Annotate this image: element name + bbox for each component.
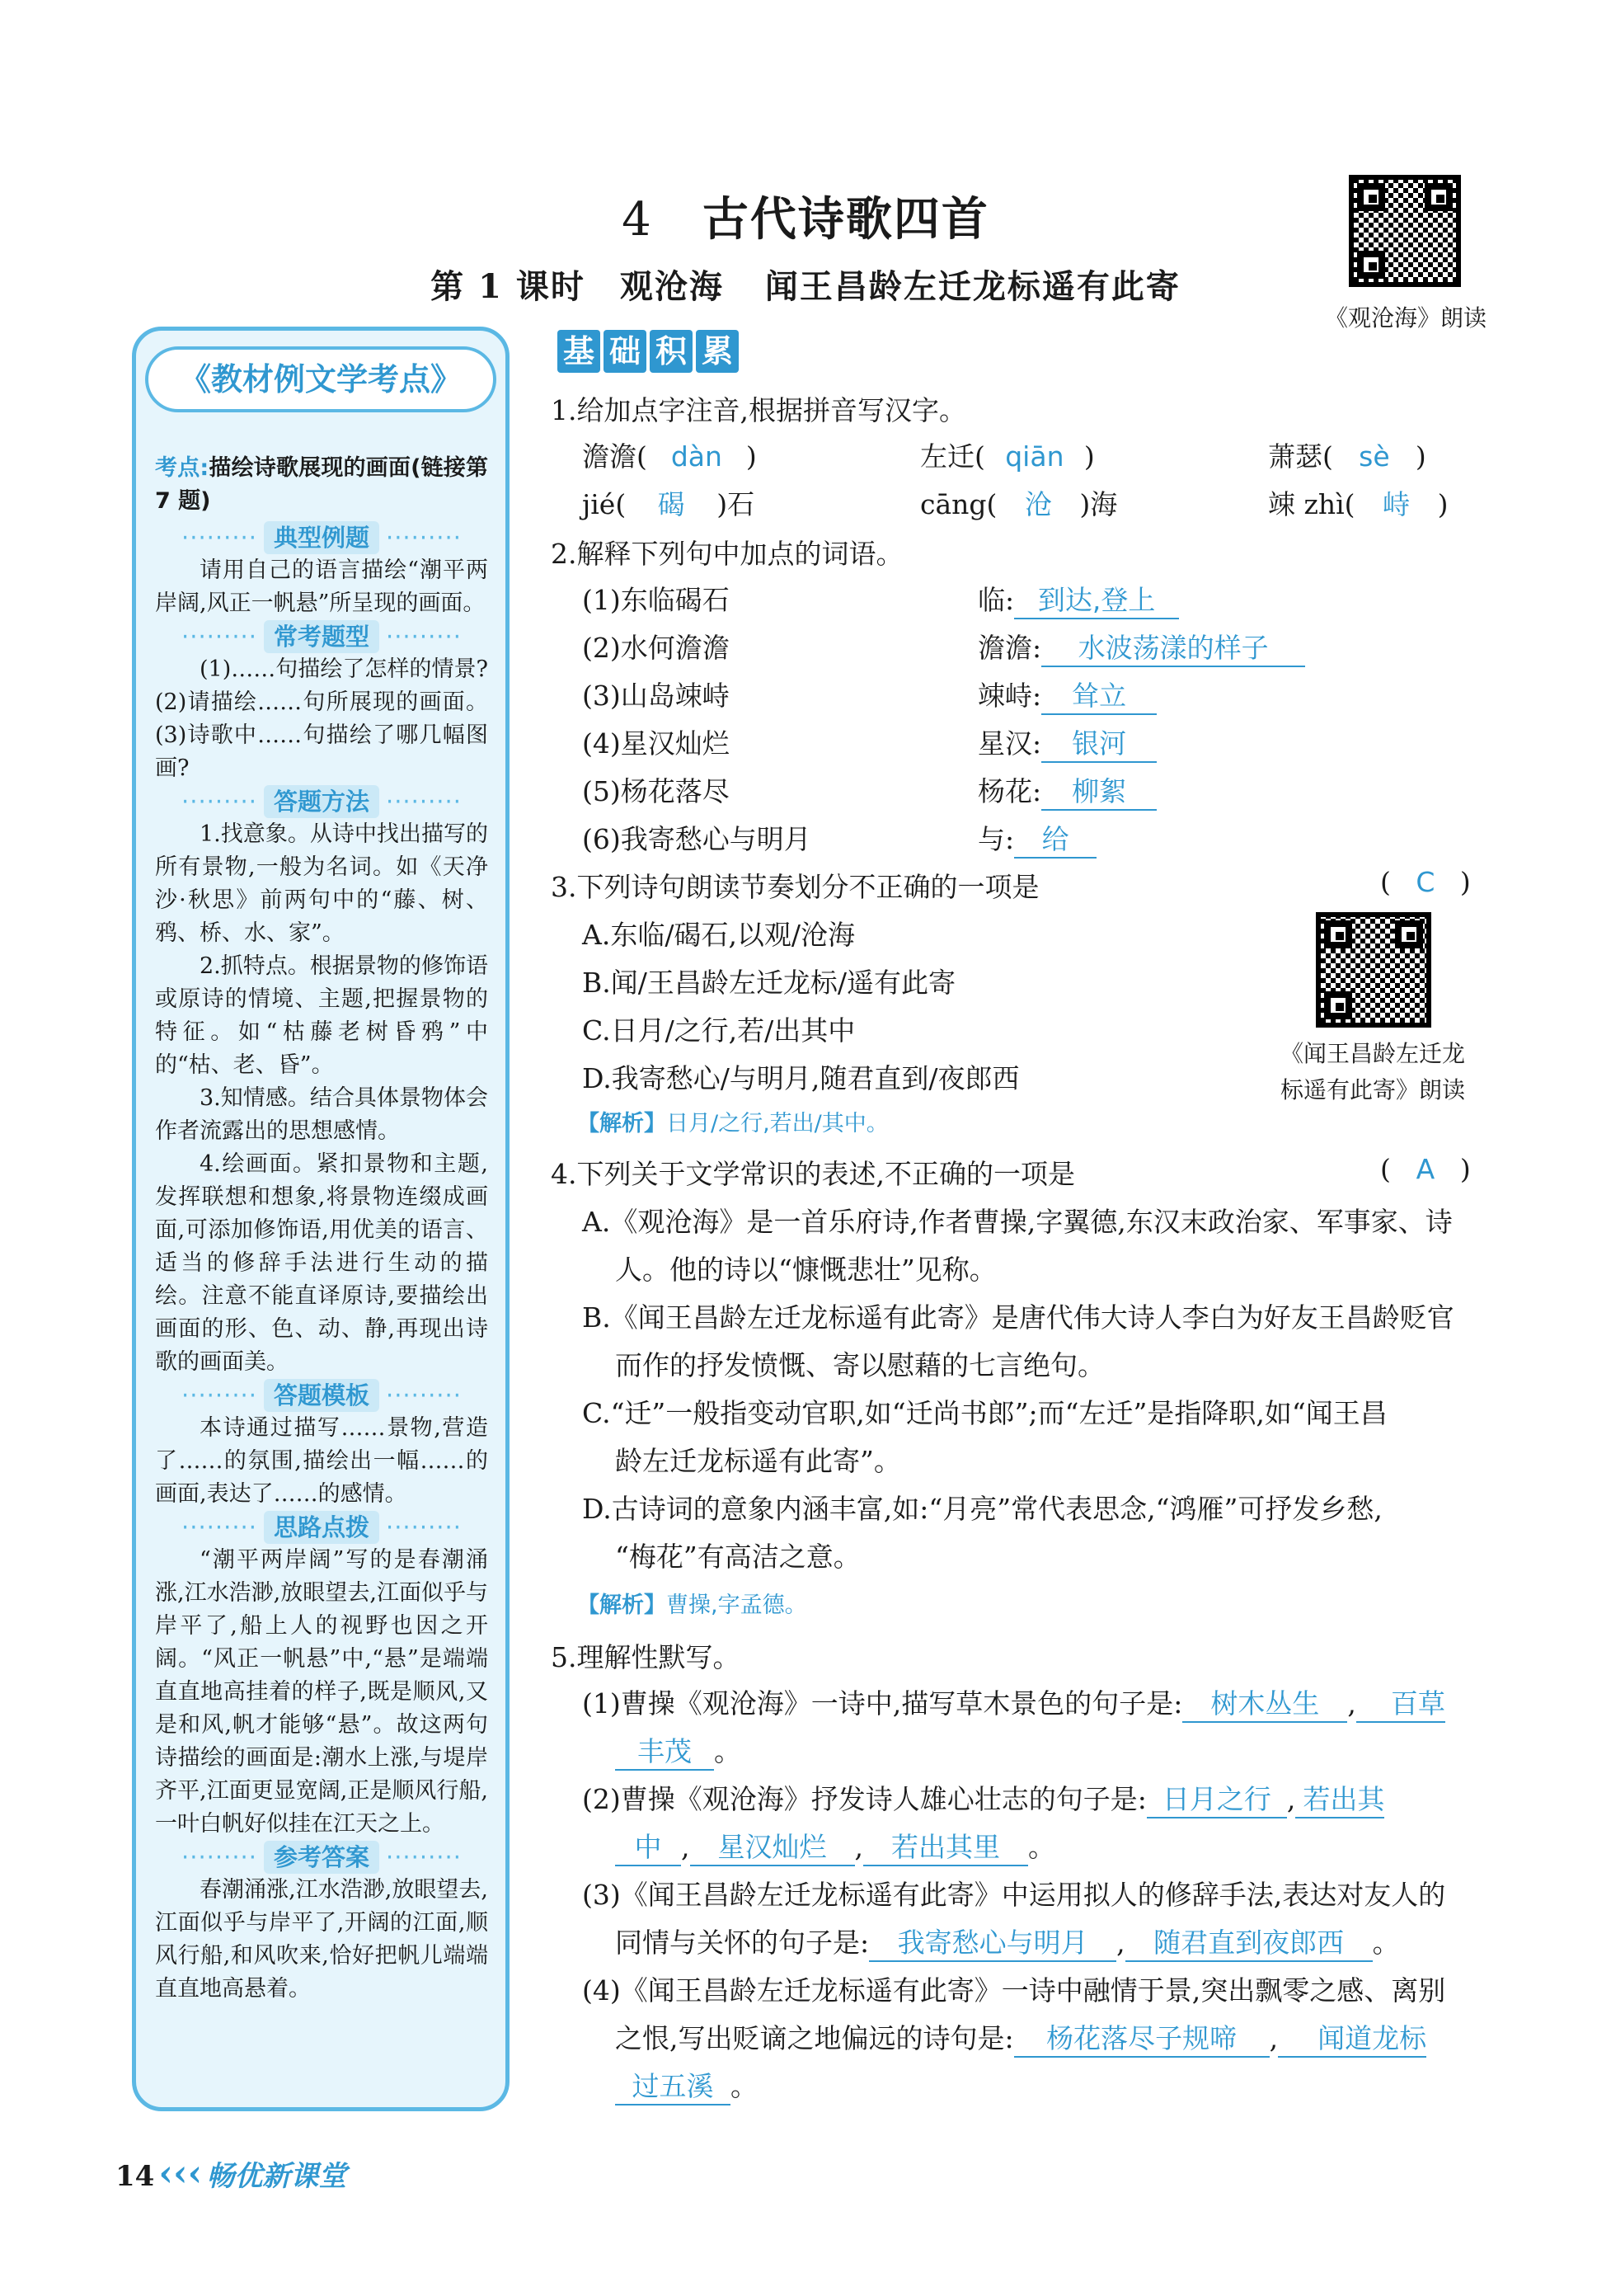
q1-item-4: jié( 碣 )石	[582, 488, 755, 520]
brand-logo: 畅优新课堂	[206, 2160, 347, 2193]
fangfa-3: 3.知情感。结合具体景物体会作者流露出的思想感情。	[155, 1085, 488, 1144]
chevron-left-icon: ‹‹‹	[158, 2152, 203, 2195]
q4-option-d-l1: D.古诗词的意象内涵丰富,如:“月亮”常代表思念,“鸿雁”可抒发乡愁,	[582, 1493, 1383, 1525]
q4-answer: ( A )	[1380, 1153, 1471, 1185]
q5-s4-line3: 过五溪 。	[615, 2065, 758, 2105]
q2-answer-4: 星汉: 银河	[978, 722, 1157, 763]
moban-text: 本诗通过描写……景物,营造了……的氛围,描绘出一幅……的画面,表达了……的感情。	[155, 1415, 488, 1507]
q1-item-5: cāng( 沧 )海	[920, 488, 1118, 520]
q5-s4-line1: (4)《闻王昌龄左迁龙标遥有此寄》一诗中融情于景,突出飘零之感、离别	[582, 1974, 1446, 2007]
subtitle-part-a: 第 1 课时 观沧海	[430, 267, 724, 306]
q3-jiexi: 【解析】日月/之行,若出/其中。	[577, 1111, 889, 1136]
q5-s3-line2: 同情与关怀的句子是: 我寄愁心与明月 , 随君直到夜郎西 。	[615, 1922, 1400, 1962]
q1-stem: 1.给加点字注音,根据拼音写汉字。	[551, 394, 966, 426]
q4-option-b-l2: 而作的抒发愤慨、寄以慰藉的七言绝句。	[615, 1349, 1105, 1381]
qr2-caption-line1: 《闻王昌龄左迁龙	[1280, 1040, 1465, 1067]
q5-s2-line1: (2)曹操《观沧海》抒发诗人雄心壮志的句子是: 日月之行 , 若出其	[582, 1778, 1384, 1818]
silu-text: “潮平两岸阔”写的是春潮涌涨,江水浩渺,放眼望去,江面似乎与岸平了,船上人的视野也因之开阔。“风正一帆悬”中,“悬”是端端直直地高挂着的样子,既是顺风,又是和风,帆才能够“悬”。故这两句诗描绘的画面是:潮水上涨,与堤岸齐平,江面更显宽阔,正是顺风行船,一叶白帆好似挂在江天之上。	[155, 1547, 488, 1837]
q2-sentence-1: (1)东临碣石	[582, 584, 730, 616]
q4-option-c-l1: C.“迁”一般指变动官职,如“迁尚书郎”;而“左迁”是指降职,如“闻王昌	[582, 1397, 1388, 1429]
q4-option-a-l1: A.《观沧海》是一首乐府诗,作者曹操,字翼德,东汉末政治家、军事家、诗	[582, 1206, 1453, 1238]
page-number: 14	[115, 2160, 155, 2193]
page-footer	[115, 2152, 346, 2202]
daan-text: 春潮涌涨,江水浩渺,放眼望去,江面似乎与岸平了,开阔的江面,顺风行船,和风吹来,恰好把帆儿端端直直地高悬着。	[155, 1877, 488, 2002]
qr-code-icon[interactable]	[1316, 912, 1431, 1028]
q1-item-3: 萧瑟( sè )	[1268, 440, 1426, 473]
q1-item-6: 竦 zhì( 峙 )	[1268, 488, 1449, 520]
q3-option-b: B.闻/王昌龄左迁龙标/遥有此寄	[582, 967, 956, 999]
q5-s1-line2: 丰茂 。	[615, 1730, 741, 1771]
q5-s2-line2: 中 , 星汉灿烂 , 若出其里 。	[615, 1826, 1055, 1866]
q2-sentence-6: (6)我寄愁心与明月	[582, 823, 811, 855]
q2-sentence-4: (4)星汉灿烂	[582, 727, 730, 760]
sidebar-heading: 《教材例文学考点》	[145, 346, 496, 412]
fangfa-2: 2.抓特点。根据景物的修饰语或原诗的情境、主题,把握景物的特征。如“枯藤老树昏鸦”中的“枯、老、昏”。	[155, 953, 488, 1078]
q2-answer-2: 澹澹: 水波荡漾的样子	[978, 627, 1305, 667]
kaodian: 考点:描绘诗歌展现的画面(链接第 7 题)	[155, 455, 488, 514]
q3-option-a: A.东临/碣石,以观/沧海	[582, 919, 856, 951]
q4-option-b-l1: B.《闻王昌龄左迁龙标遥有此寄》是唐代伟大诗人李白为好友王昌龄贬官	[582, 1301, 1454, 1334]
q3-stem: 3.下列诗句朗读节奏划分不正确的一项是	[551, 871, 1040, 903]
section-moban: ····· 答题模板 ·····	[155, 1379, 488, 1412]
q4-jiexi: 【解析】曹操,字孟德。	[577, 1593, 807, 1618]
subtitle-part-b: 闻王昌龄左迁龙标遥有此寄	[764, 267, 1181, 306]
q2-sentence-5: (5)杨花落尽	[582, 775, 730, 807]
fangfa-4: 4.绘画面。紧扣景物和主题,发挥联想和想象,将景物连缀成画面,可添加修饰语,用优美的语言、适当的修辞手法进行生动的描绘。注意不能直译原诗,要描绘出画面的形、色、动、静,再现出诗歌的画面美。	[155, 1151, 488, 1375]
section-badge: 基 础 积 累	[557, 330, 742, 376]
q2-answer-1: 临: 到达,登上	[978, 579, 1179, 619]
q2-answer-6: 与: 给	[978, 818, 1097, 859]
q4-option-a-l2: 人。他的诗以“慷慨悲壮”见称。	[615, 1254, 997, 1286]
section-daan: ····· 参考答案 ·····	[155, 1841, 488, 1874]
q4-stem: 4.下列关于文学常识的表述,不正确的一项是	[551, 1158, 1075, 1190]
qr-code-icon[interactable]	[1349, 175, 1461, 287]
fangfa-1: 1.找意象。从诗中找出描写的所有景物,一般为名词。如《天净沙·秋思》前两句中的“藤、树、鸦、桥、水、家”。	[155, 821, 488, 946]
dianxing-text: 请用自己的语言描绘“潮平两岸阔,风正一帆悬”所呈现的画面。	[155, 558, 488, 616]
q5-s4-line2: 之恨,写出贬谪之地偏远的诗句是: 杨花落尽子规啼 , 闻道龙标	[615, 2017, 1426, 2058]
qr1-caption: 《观沧海》朗读	[1324, 304, 1487, 332]
q4-option-c-l2: 龄左迁龙标遥有此寄”。	[615, 1445, 901, 1477]
q2-sentence-3: (3)山岛竦峙	[582, 680, 730, 712]
q5-s1-line1: (1)曹操《观沧海》一诗中,描写草木景色的句子是: 树木丛生 , 百草	[582, 1682, 1445, 1723]
lesson-title: 古代诗歌四首	[702, 192, 989, 247]
section-silu: ····· 思路点拨 ·····	[155, 1511, 488, 1544]
q2-answer-3: 竦峙: 耸立	[978, 675, 1157, 715]
changkao-text: (1)……句描绘了怎样的情景?(2)请描绘……句所展现的画面。(3)诗歌中……句描绘了哪几幅图画?	[155, 656, 488, 781]
q5-s3-line1: (3)《闻王昌龄左迁龙标遥有此寄》中运用拟人的修辞手法,表达对友人的	[582, 1879, 1446, 1911]
section-fangfa: ····· 答题方法 ·····	[155, 785, 488, 818]
sidebar-content	[155, 452, 488, 2006]
q3-option-c: C.日月/之行,若/出其中	[582, 1014, 856, 1047]
q1-item-1: 澹澹( dàn )	[582, 440, 757, 473]
q3-answer: ( C )	[1380, 866, 1471, 898]
q2-answer-5: 杨花: 柳絮	[978, 770, 1157, 811]
q5-stem: 5.理解性默写。	[551, 1641, 740, 1673]
lesson-number: 4	[622, 193, 653, 247]
q2-sentence-2: (2)水何澹澹	[582, 632, 730, 664]
q4-option-d-l2: “梅花”有高洁之意。	[615, 1541, 861, 1573]
section-changkao: ····· 常考题型 ·····	[155, 620, 488, 653]
q1-item-2: 左迁( qiān )	[920, 440, 1095, 473]
q2-stem: 2.解释下列句中加点的词语。	[551, 538, 904, 570]
qr2-caption-line2: 标遥有此寄》朗读	[1280, 1076, 1465, 1103]
section-dianxing: ····· 典型例题 ·····	[155, 521, 488, 554]
q3-option-d: D.我寄愁心/与明月,随君直到/夜郎西	[582, 1062, 1020, 1094]
